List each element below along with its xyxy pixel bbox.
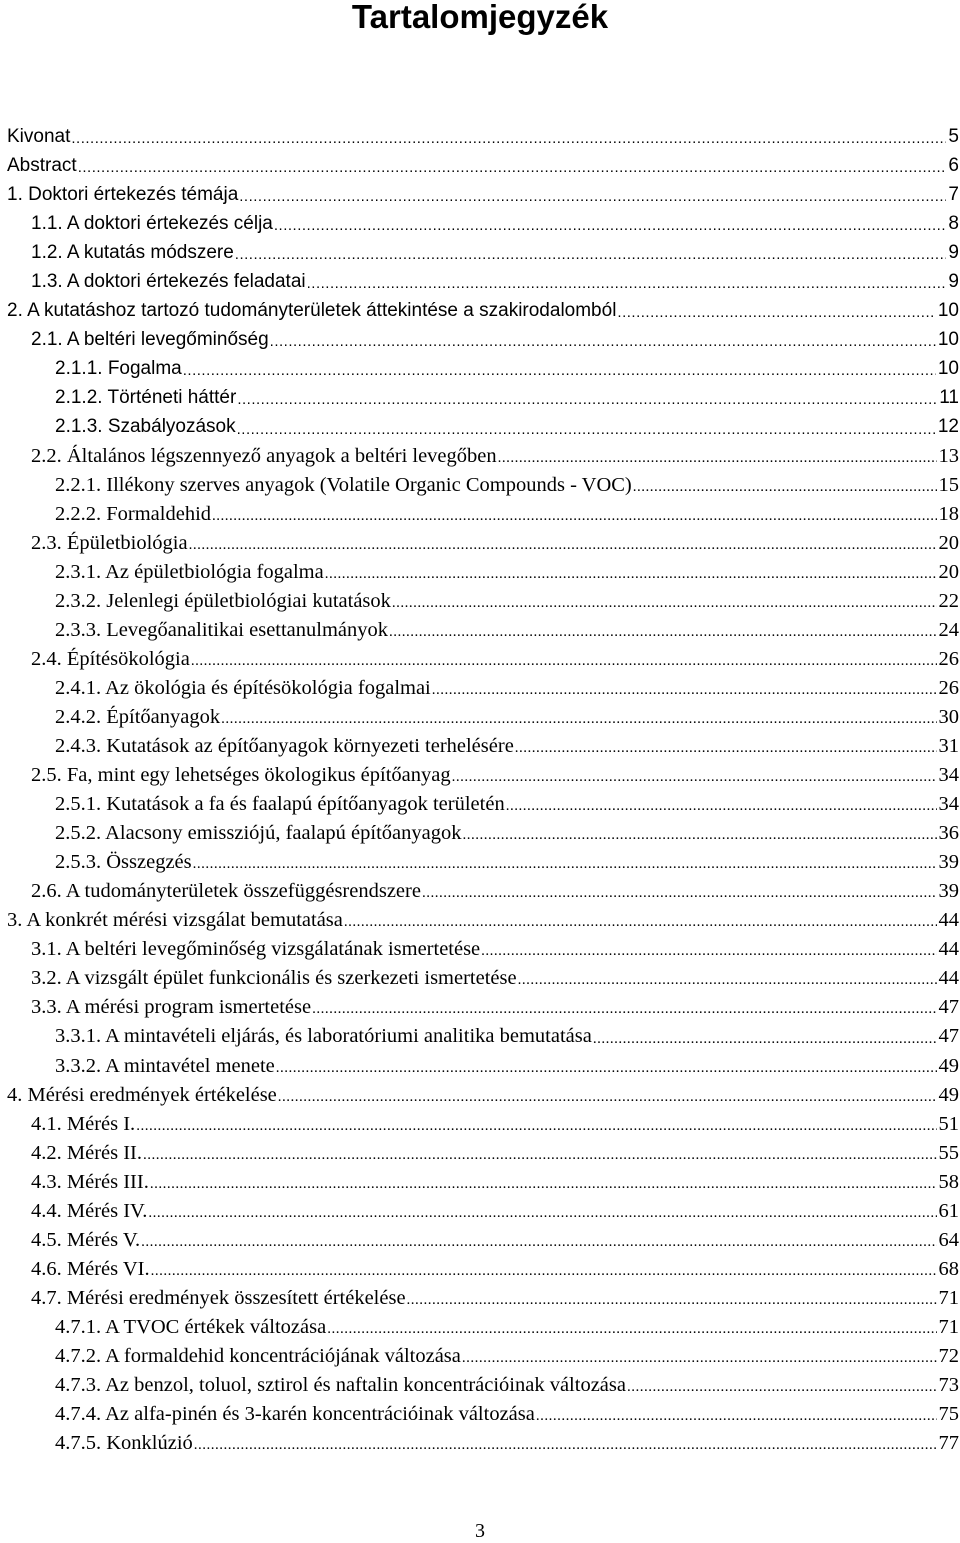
toc-entry[interactable]: [7, 964, 959, 993]
toc-entry[interactable]: [7, 935, 959, 964]
toc-entry-label: 1. Doktori értekezés témája: [7, 183, 239, 205]
dot-leader: [274, 209, 947, 238]
toc-entry[interactable]: [7, 558, 959, 587]
dot-leader: [633, 471, 937, 500]
toc-entry-page: 9: [948, 241, 959, 263]
dot-leader: [392, 587, 937, 616]
toc-entry-label: 1.1. A doktori értekezés célja: [31, 212, 273, 234]
toc-entry[interactable]: [7, 529, 959, 558]
toc-entry[interactable]: [7, 703, 959, 732]
toc-entry-page: 47: [938, 996, 959, 1019]
dot-leader: [593, 1022, 937, 1051]
toc-entry-label: 2.1.2. Történeti háttér: [55, 386, 237, 408]
dot-leader: [325, 558, 937, 587]
toc-entry-label: 2.4.2. Építőanyagok: [55, 705, 221, 728]
toc-entry-label: 2. A kutatáshoz tartozó tudományterületek áttekintése a szakirodalomból: [7, 299, 617, 321]
toc-entry[interactable]: [7, 1052, 959, 1081]
toc-entry-label: 2.3.1. Az épületbiológia fogalma: [55, 560, 324, 583]
toc-entry-label: 2.3.3. Levegőanalitikai esettanulmányok: [55, 618, 389, 641]
toc-entry-page: 49: [938, 1054, 959, 1077]
toc-entry[interactable]: [7, 1197, 959, 1226]
toc-entry-label: 3. A konkrét mérési vizsgálat bemutatása: [7, 909, 343, 932]
toc-entry-page: 47: [938, 1025, 959, 1048]
toc-entry-label: 4.7.2. A formaldehid koncentrációjának változása: [55, 1344, 461, 1367]
toc-entry-label: 4.2. Mérés II.: [31, 1141, 143, 1164]
toc-entry-label: 2.5. Fa, mint egy lehetséges ökologikus építőanyag: [31, 764, 451, 787]
dot-leader: [193, 848, 937, 877]
toc-entry[interactable]: [7, 1226, 959, 1255]
toc-entry[interactable]: [7, 848, 959, 877]
toc-entry-page: 10: [937, 328, 959, 350]
dot-leader: [148, 1197, 936, 1226]
toc-entry-page: 68: [938, 1257, 959, 1280]
toc-entry[interactable]: [7, 1168, 959, 1197]
dot-leader: [71, 122, 946, 151]
toc-entry[interactable]: [7, 1255, 959, 1284]
toc-entry-label: 1.3. A doktori értekezés feladatai: [31, 270, 306, 292]
dot-leader: [344, 906, 937, 935]
toc-entry-label: 2.2.2. Formaldehid: [55, 502, 212, 525]
dot-leader: [141, 1226, 936, 1255]
toc-entry[interactable]: [7, 1022, 959, 1051]
dot-leader: [462, 1342, 937, 1371]
toc-entry-label: 3.3. A mérési program ismertetése: [31, 996, 312, 1019]
toc-entry-page: 39: [938, 851, 959, 874]
toc-entry-page: 75: [938, 1403, 959, 1426]
toc-entry-page: 44: [938, 967, 959, 990]
toc-entry-page: 26: [938, 647, 959, 670]
toc-entry[interactable]: [7, 296, 959, 325]
dot-leader: [518, 964, 937, 993]
toc-entry-label: 2.6. A tudományterületek összefüggésrendszere: [31, 880, 421, 903]
toc-entry-page: 10: [937, 299, 959, 321]
toc-entry-page: 7: [948, 183, 959, 205]
toc-entry[interactable]: [7, 1081, 959, 1110]
toc-entry-page: 55: [938, 1141, 959, 1164]
toc-entry-label: 1.2. A kutatás módszere: [31, 241, 234, 263]
dot-leader: [237, 412, 936, 441]
dot-leader: [239, 180, 946, 209]
dot-leader: [307, 267, 947, 296]
toc-entry-page: 24: [938, 618, 959, 641]
dot-leader: [235, 238, 947, 267]
toc-entry-page: 71: [938, 1286, 959, 1309]
dot-leader: [422, 877, 937, 906]
dot-leader: [276, 1052, 937, 1081]
toc-entry[interactable]: [7, 383, 959, 412]
dot-leader: [278, 1081, 937, 1110]
toc-entry-page: 44: [938, 938, 959, 961]
toc-entry[interactable]: [7, 267, 959, 296]
toc-entry[interactable]: [7, 761, 959, 790]
dot-leader: [389, 616, 936, 645]
toc-entry-page: 12: [937, 415, 959, 437]
toc-entry-label: Abstract: [7, 154, 77, 176]
toc-entry-page: 34: [938, 764, 959, 787]
toc-entry-page: 18: [938, 502, 959, 525]
dot-leader: [452, 761, 937, 790]
toc-entry-page: 20: [938, 560, 959, 583]
toc-entry-page: 49: [938, 1083, 959, 1106]
toc-entry-label: 2.5.3. Összegzés: [55, 851, 192, 874]
toc-entry-label: 2.5.2. Alacsony emissziójú, faalapú építőanyagok: [55, 822, 462, 845]
toc-entry[interactable]: [7, 1284, 959, 1313]
toc-entry[interactable]: [7, 906, 959, 935]
dot-leader: [212, 500, 936, 529]
toc-entry-page: 36: [938, 822, 959, 845]
dot-leader: [463, 819, 937, 848]
page-title: Tartalomjegyzék: [351, 0, 609, 35]
toc-entry-label: 2.4.3. Kutatások az építőanyagok környezeti terhelésére: [55, 735, 514, 757]
dot-leader: [78, 151, 947, 180]
table-of-contents: [7, 122, 959, 1458]
toc-entry[interactable]: [7, 122, 959, 151]
toc-entry-page: 73: [938, 1374, 959, 1397]
toc-entry[interactable]: [7, 1110, 959, 1139]
toc-entry-page: 51: [938, 1112, 959, 1135]
dot-leader: [270, 325, 936, 354]
toc-entry-page: 26: [938, 676, 959, 699]
toc-entry-page: 20: [938, 531, 959, 554]
toc-entry[interactable]: [7, 587, 959, 616]
toc-entry[interactable]: [7, 674, 959, 703]
toc-entry[interactable]: [7, 238, 959, 267]
toc-entry-page: 58: [938, 1170, 959, 1193]
toc-entry-page: 77: [938, 1432, 959, 1455]
toc-entry-page: 71: [938, 1315, 959, 1338]
toc-entry[interactable]: [7, 993, 959, 1022]
toc-entry-page: 22: [938, 589, 959, 612]
toc-entry-label: 2.3.2. Jelenlegi épületbiológiai kutatások: [55, 589, 391, 612]
toc-entry-label: 2.1. A beltéri levegőminőség: [31, 328, 269, 350]
toc-entry-label: 4.7. Mérési eredmények összesített értékelése: [31, 1286, 406, 1309]
page-number: 3: [475, 1520, 485, 1542]
toc-entry-label: 2.1.1. Fogalma: [55, 357, 182, 379]
dot-leader: [194, 1429, 937, 1458]
toc-entry-label: 4.7.1. A TVOC értékek változása: [55, 1315, 327, 1338]
toc-entry-label: 4.1. Mérés I.: [31, 1112, 136, 1135]
toc-entry[interactable]: [7, 1371, 959, 1400]
dot-leader: [189, 529, 937, 558]
dot-leader: [191, 645, 937, 674]
dot-leader: [627, 1371, 937, 1400]
toc-entry-page: 44: [938, 909, 959, 932]
toc-entry[interactable]: [7, 1342, 959, 1371]
toc-entry-page: 61: [938, 1199, 959, 1222]
toc-entry-label: 3.3.2. A mintavétel menete: [55, 1054, 275, 1077]
toc-entry-label: 2.4.1. Az ökológia és építésökológia fogalmai: [55, 676, 431, 699]
dot-leader: [183, 354, 936, 383]
dot-leader: [143, 1139, 936, 1168]
toc-entry-label: 2.4. Építésökológia: [31, 647, 190, 670]
dot-leader: [136, 1110, 936, 1139]
toc-entry-page: 72: [938, 1344, 959, 1367]
toc-entry[interactable]: [7, 877, 959, 906]
toc-entry-page: 64: [938, 1228, 959, 1251]
toc-entry[interactable]: [7, 1313, 959, 1342]
toc-entry[interactable]: [7, 471, 959, 500]
toc-entry-label: 4.6. Mérés VI.: [31, 1257, 150, 1280]
toc-entry-label: 2.1.3. Szabályozások: [55, 415, 236, 437]
toc-entry-label: 3.3.1. A mintavételi eljárás, és laboratóriumi analitika bemutatása: [55, 1025, 592, 1048]
toc-entry-page: 6: [948, 154, 959, 176]
toc-entry-label: 4.7.5. Konklúzió: [55, 1432, 193, 1455]
toc-entry-page: 9: [948, 270, 959, 292]
toc-entry[interactable]: [7, 354, 959, 383]
toc-entry[interactable]: [7, 790, 959, 819]
toc-entry-label: 4.4. Mérés IV.: [31, 1199, 148, 1222]
toc-entry-label: 2.2.1. Illékony szerves anyagok (Volatile Organic Compounds - VOC): [55, 473, 632, 496]
toc-entry[interactable]: [7, 209, 959, 238]
toc-entry-label: Kivonat: [7, 125, 71, 147]
toc-entry-label: 4.7.4. Az alfa-pinén és 3-karén koncentrációinak változása: [55, 1403, 535, 1426]
dot-leader: [617, 296, 935, 325]
toc-entry-label: 3.1. A beltéri levegőminőség vizsgálatának ismertetése: [31, 938, 481, 961]
toc-entry-page: 5: [948, 125, 959, 147]
toc-entry[interactable]: [7, 412, 959, 441]
toc-entry-page: 30: [938, 705, 959, 728]
toc-entry[interactable]: [7, 442, 959, 471]
toc-entry[interactable]: [7, 1139, 959, 1168]
dot-leader: [481, 935, 936, 964]
dot-leader: [150, 1168, 937, 1197]
toc-entry-label: 4.7.3. Az benzol, toluol, sztirol és naftalin koncentrációinak változása: [55, 1374, 626, 1397]
dot-leader: [536, 1400, 937, 1429]
toc-entry[interactable]: [7, 732, 959, 761]
toc-entry-page: 8: [948, 212, 959, 234]
toc-entry-label: 2.3. Épületbiológia: [31, 531, 188, 554]
toc-entry-label: 4.3. Mérés III.: [31, 1170, 149, 1193]
toc-entry-label: 2.2. Általános légszennyező anyagok a beltéri levegőben: [31, 444, 497, 467]
toc-entry[interactable]: [7, 616, 959, 645]
toc-entry-page: 10: [937, 357, 959, 379]
toc-entry[interactable]: [7, 180, 959, 209]
toc-entry[interactable]: [7, 325, 959, 354]
toc-entry-label: 4.5. Mérés V.: [31, 1228, 141, 1251]
dot-leader: [221, 703, 936, 732]
dot-leader: [312, 993, 936, 1022]
toc-entry[interactable]: [7, 500, 959, 529]
dot-leader: [432, 674, 937, 703]
dot-leader: [498, 442, 937, 471]
toc-entry[interactable]: [7, 1429, 959, 1458]
toc-entry[interactable]: [7, 819, 959, 848]
dot-leader: [407, 1284, 937, 1313]
toc-entry-page: 15: [938, 473, 959, 496]
dot-leader: [506, 790, 937, 819]
toc-entry-page: 39: [938, 880, 959, 903]
dot-leader: [515, 732, 937, 761]
toc-entry-page: 34: [938, 793, 959, 816]
dot-leader: [237, 383, 937, 412]
toc-entry[interactable]: [7, 1400, 959, 1429]
toc-entry-page: 31: [938, 735, 959, 757]
toc-entry[interactable]: [7, 645, 959, 674]
toc-entry-page: 11: [939, 386, 959, 408]
toc-entry[interactable]: [7, 151, 959, 180]
toc-entry-label: 4. Mérési eredmények értékelése: [7, 1083, 277, 1106]
toc-entry-label: 2.5.1. Kutatások a fa és faalapú építőanyagok területén: [55, 793, 505, 816]
dot-leader: [151, 1255, 937, 1284]
dot-leader: [327, 1313, 936, 1342]
toc-entry-page: 13: [938, 444, 959, 467]
toc-entry-label: 3.2. A vizsgált épület funkcionális és szerkezeti ismertetése: [31, 967, 517, 990]
